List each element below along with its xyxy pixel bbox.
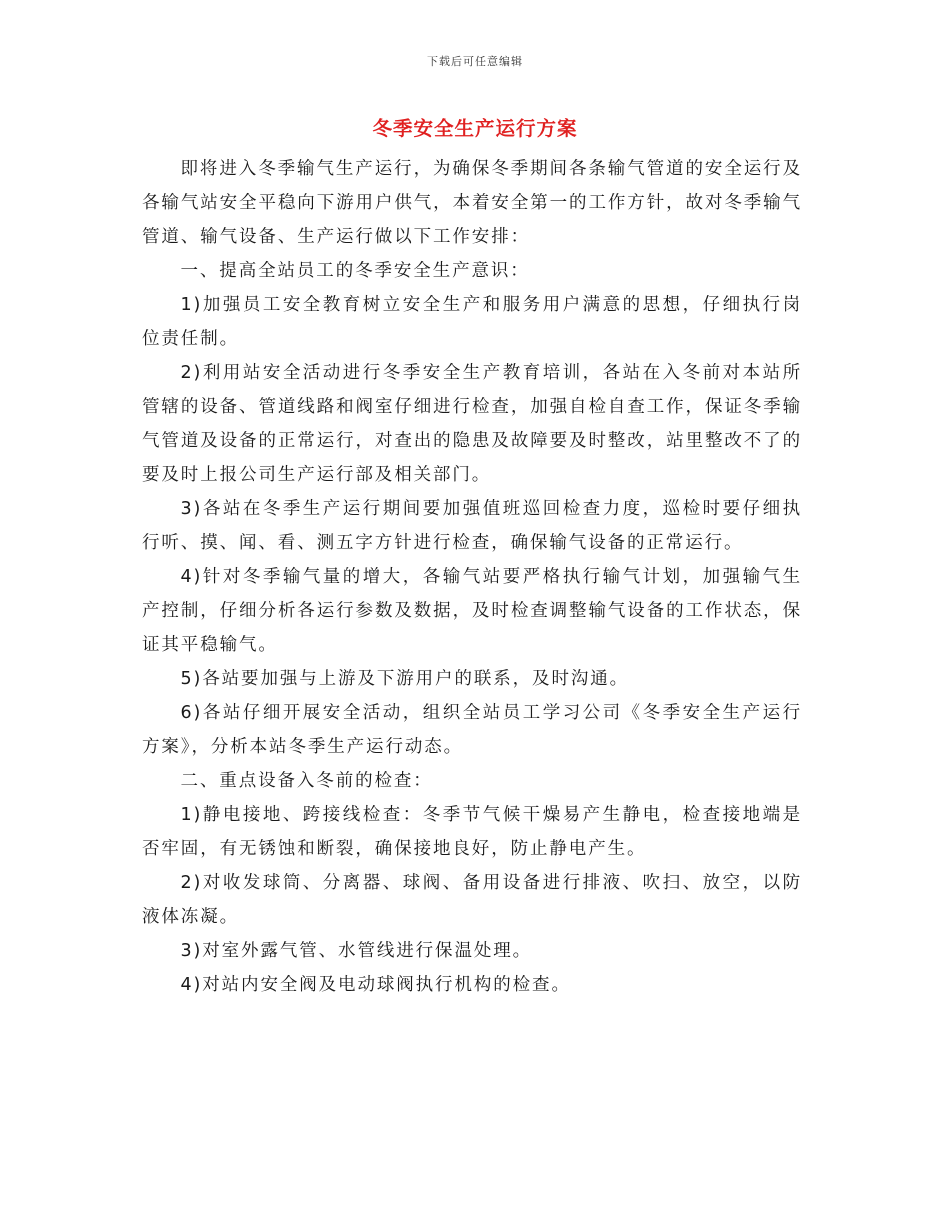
- intro-paragraph: 即将进入冬季输气生产运行，为确保冬季期间各条输气管道的安全运行及各输气站安全平稳向下游用户供气，本着安全第一的工作方针，故对冬季输气管道、输气设备、生产运行做以下工作安排：: [142, 159, 802, 247]
- list-item: 4)针对冬季输气量的增大，各输气站要严格执行输气计划，加强输气生产控制，仔细分析各运行参数及数据，及时检查调整输气设备的工作状态，保证其平稳输气。: [142, 567, 802, 655]
- list-item: 1)静电接地、跨接线检查：冬季节气候干燥易产生静电，检查接地端是否牢固，有无锈蚀和断裂，确保接地良好，防止静电产生。: [142, 805, 802, 859]
- list-item: 1)加强员工安全教育树立安全生产和服务用户满意的思想，仔细执行岗位责任制。: [142, 295, 802, 349]
- list-item: 3)对室外露气管、水管线进行保温处理。: [180, 941, 533, 961]
- list-item: 2)对收发球筒、分离器、球阀、备用设备进行排液、吹扫、放空，以防液体冻凝。: [142, 873, 802, 927]
- section-heading-1: 一、提高全站员工的冬季安全生产意识：: [180, 261, 530, 281]
- document-body: [142, 152, 802, 1002]
- header-note: 下载后可任意编辑: [427, 55, 523, 68]
- list-item: 4)对站内安全阀及电动球阀执行机构的检查。: [180, 975, 571, 995]
- list-item: 5)各站要加强与上游及下游用户的联系，及时沟通。: [180, 669, 630, 689]
- section-heading-2: 二、重点设备入冬前的检查：: [180, 771, 433, 791]
- list-item: 6)各站仔细开展安全活动，组织全站员工学习公司《冬季安全生产运行方案》，分析本站冬季生产运行动态。: [142, 703, 802, 757]
- list-item: 3)各站在冬季生产运行期间要加强值班巡回检查力度，巡检时要仔细执行听、摸、闻、看、测五字方针进行检查，确保输气设备的正常运行。: [142, 499, 802, 553]
- list-item: 2)利用站安全活动进行冬季安全生产教育培训，各站在入冬前对本站所管辖的设备、管道线路和阀室仔细进行检查，加强自检自查工作，保证冬季输气管道及设备的正常运行，对查出的隐患及故障要及时整改，站里整改不了的要及时上报公司生产运行部及相关部门。: [142, 363, 802, 485]
- document-title: 冬季安全生产运行方案: [372, 117, 578, 140]
